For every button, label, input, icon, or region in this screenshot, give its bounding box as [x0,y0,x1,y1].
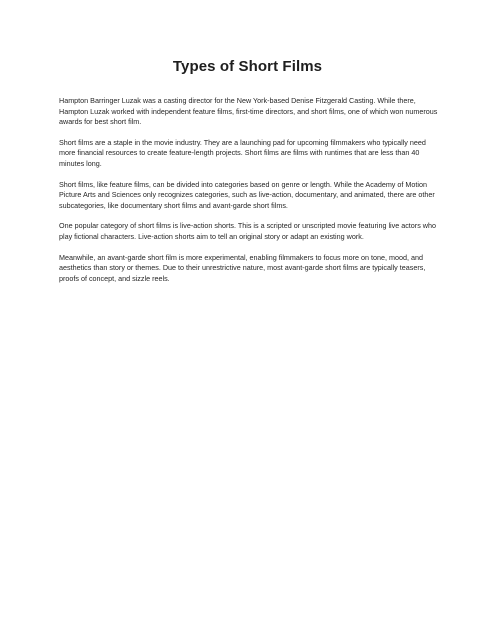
paragraph-live-action: One popular category of short films is live-action shorts. This is a scripted or unscripted movie featuring live actors who play fictional characters. Live-action shorts aim to tell an original story or adapt an existing work. [59,221,436,241]
paragraph-intro: Hampton Barringer Luzak was a casting director for the New York-based Denise Fitzgerald Casting. While there, Hampton Luzak worked with independent feature films, first-time directors, and short films, one of which won numerous awards for best short film. [59,96,438,127]
document-title: Types of Short Films [172,58,323,75]
paragraph-definition: Short films are a staple in the movie industry. They are a launching pad for upcoming filmmakers who typically need more financial resources to create feature-length projects. Short films are films with runtimes that are less than 40 minutes long. [59,137,426,168]
paragraph-avant-garde: Meanwhile, an avant-garde short film is more experimental, enabling filmmakers to focus more on tone, mood, and aesthetics than story or themes. Due to their unrestrictive nature, most avant-garde short films are typically teasers, proofs of concept, and sizzle reels. [59,252,426,283]
document-body [59,96,441,294]
paragraph-categories: Short films, like feature films, can be divided into categories based on genre or length. While the Academy of Motion Picture Arts and Sciences only recognizes categories, such as live-action, documentary, and animated, there are other subcategories, like documentary short films and avant-garde short films. [59,179,435,210]
